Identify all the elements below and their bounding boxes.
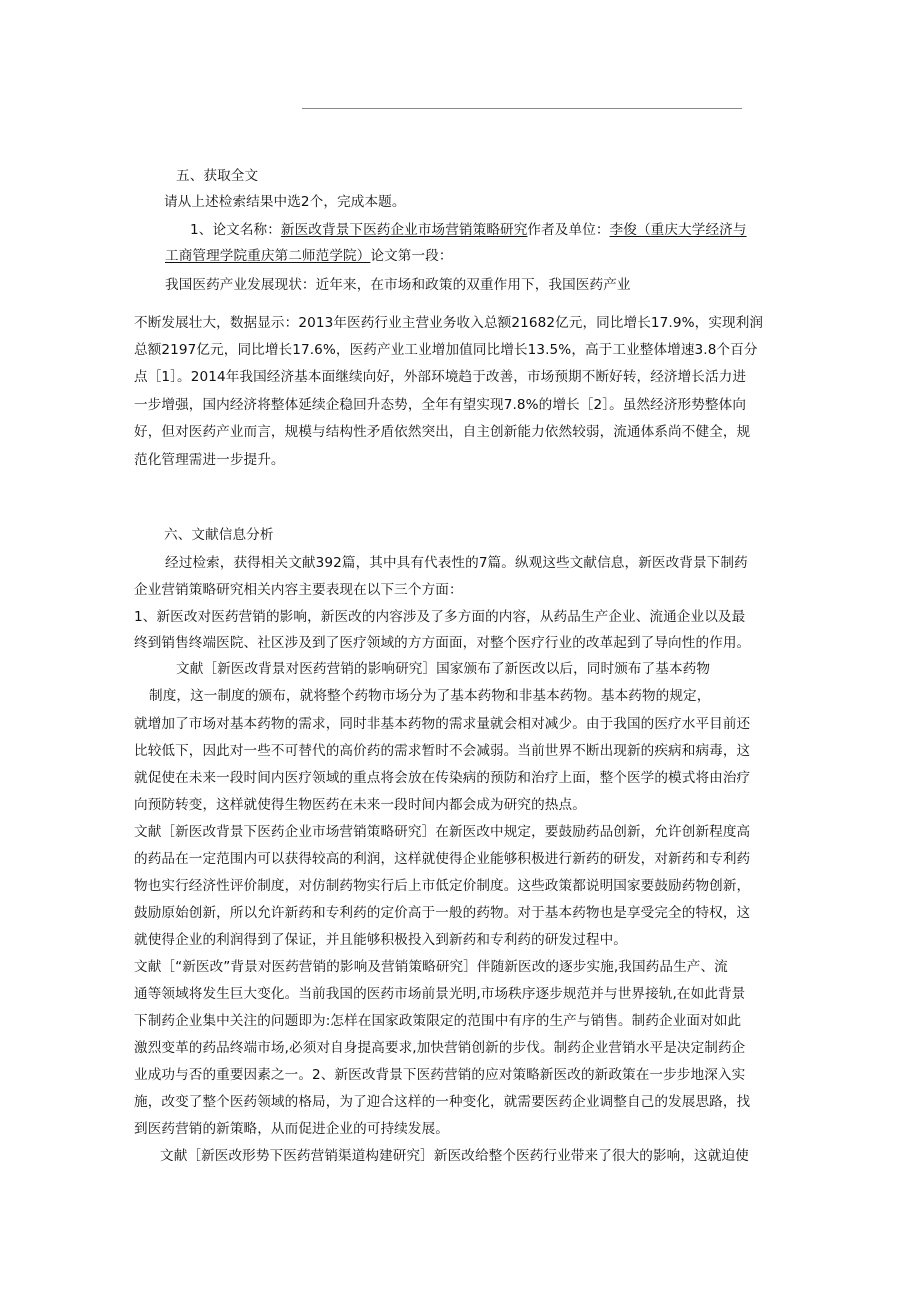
paragraph-line: 一步增强，国内经济将整体延续企稳回升态势，全年有望实现7.8%的增长［2］。虽然经济形势整体向 (134, 397, 747, 413)
text-line: 就促使在未来一段时间内医疗领域的重点将会放在传染病的预防和治疗上面，整个医学的模式将由治疗 (134, 770, 751, 786)
text-line: 下制药企业集中关注的问题即为:怎样在国家政策限定的范围中有序的生产与销售。制药企业面对如此 (134, 1013, 742, 1029)
text-line: 企业营销策略研究相关内容主要表现在以下三个方面： (134, 582, 463, 598)
text-line: 激烈变革的药品终端市场,必须对自身提高要求,加快营销创新的步伐。制药企业营销水平是决定制药企 (134, 1040, 746, 1056)
paragraph-line: 好，但对医药产业而言，规模与结构性矛盾依然突出，自主创新能力依然较弱，流通体系尚不健全，规 (134, 424, 751, 440)
text-line: 制度，这一制度的颁布，就将整个药物市场分为了基本药物和非基本药物。基本药物的规定， (149, 688, 711, 704)
author-label: 作者及单位： (527, 222, 610, 238)
text-line: 比较低下，因此对一些不可替代的高价药的需求暂时不会减弱。当前世界不断出现新的疾病和病毒，这 (134, 743, 751, 759)
paragraph-line: 总额2197亿元，同比增长17.6%，医药产业工业增加值同比增长13.5%，高于工业整体增速3.8个百分 (134, 342, 758, 358)
paragraph-line: 不断发展壮大，数据显示：2013年医药行业主营业务收入总额21682亿元，同比增长17.9%，实现利润 (134, 315, 764, 331)
paragraph-line: 我国医药产业发展现状：近年来，在市场和政策的双重作用下，我国医药产业 (165, 277, 631, 293)
paper-title: 新医改背景下医药企业市场营销策略研究 (280, 222, 528, 238)
text-line: 经过检索，获得相关文献392篇，其中具有代表性的7篇。纵观这些文献信息，新医改背景下制药 (165, 555, 748, 571)
paragraph-line: 范化管理需进一步提升。 (134, 452, 285, 468)
text-line: 文献［新医改背景下医药企业市场营销策略研究］在新医改中规定，要鼓励药品创新，允许创新程度高 (134, 824, 751, 840)
text-line: 文献［新医改形势下医药营销渠道构建研究］新医改给整个医药行业带来了很大的影响，这就迫使 (160, 1148, 749, 1164)
text-line: 文献［新医改背景对医药营销的影响研究］国家颁布了新医改以后，同时颁布了基本药物 (176, 661, 711, 677)
text-line: 鼓励原始创新，所以允许新药和专利药的定价高于一般的药物。对于基本药物也是享受完全的特权，这 (134, 905, 751, 921)
text-line: 施，改变了整个医药领域的格局，为了迎合这样的一种变化，就需要医药企业调整自己的发展思路，找 (134, 1094, 751, 1110)
section-heading: 五、获取全文 (176, 168, 259, 184)
text-line: 向预防转变，这样就使得生物医药在未来一段时间内都会成为研究的热点。 (134, 797, 586, 813)
text-line: 物也实行经济性评价制度，对仿制药物实行后上市低定价制度。这些政策都说明国家要鼓励药物创新， (134, 878, 751, 894)
text-line: 通等领域将发生巨大变化。当前我国的医药市场前景光明,市场秩序逐步规范并与世界接轨,在如此背景 (134, 986, 746, 1002)
author-affiliation-cont: 工商管理学院重庆第二师范学院） (165, 248, 371, 264)
paper-info-line-2 (165, 246, 453, 266)
instruction-text: 请从上述检索结果中选2个，完成本题。 (164, 194, 406, 210)
paper-prefix: 1、论文名称： (190, 222, 281, 238)
author-affiliation: 李俊（重庆大学经济与 (609, 222, 747, 238)
paper-info-line (190, 220, 747, 240)
text-line: 终到销售终端医院、社区涉及到了医疗领域的方方面面，对整个医疗行业的改革起到了导向性的作用。 (134, 635, 751, 651)
text-line: 1、新医改对医药营销的影响，新医改的内容涉及了多方面的内容，从药品生产企业、流通企业以及最 (134, 609, 746, 625)
text-line: 文献［“新医改”背景对医药营销的影响及营销策略研究］伴随新医改的逐步实施,我国药品生产、流 (134, 959, 728, 975)
text-line: 就增加了市场对基本药物的需求，同时非基本药物的需求量就会相对减少。由于我国的医疗水平目前还 (134, 716, 751, 732)
section-heading: 六、文献信息分析 (164, 527, 274, 543)
first-paragraph-label: 论文第一段： (370, 248, 453, 264)
text-line: 到医药营销的新策略，从而促进企业的可持续发展。 (134, 1121, 449, 1137)
text-line: 就使得企业的利润得到了保证，并且能够积极投入到新药和专利药的研发过程中。 (134, 932, 627, 948)
text-line: 的药品在一定范围内可以获得较高的利润，这样就使得企业能够积极进行新药的研发，对新药和专利药 (134, 851, 751, 867)
text-line: 业成功与否的重要因素之一。2、新医改背景下医药营销的应对策略新医改的新政策在一步步地深入实 (134, 1067, 746, 1083)
paragraph-line: 点［1］。2014年我国经济基本面继续向好，外部环境趋于改善，市场预期不断好转，经济增长活力进 (134, 369, 747, 385)
header-rule (302, 108, 742, 109)
